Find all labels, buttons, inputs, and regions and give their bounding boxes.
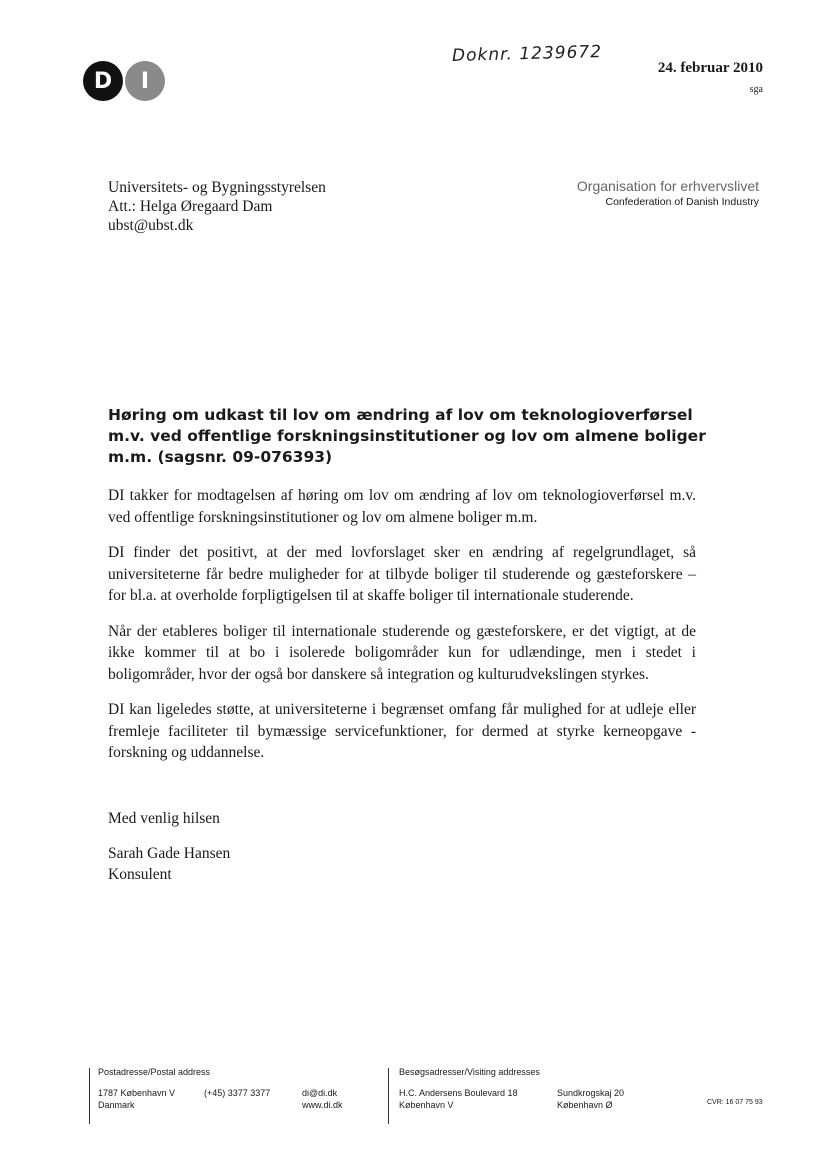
footer-divider (388, 1068, 389, 1124)
signatory-title: Konsulent (108, 866, 172, 883)
signatory-name: Sarah Gade Hansen (108, 845, 231, 862)
footer-phone: (+45) 3377 3377 (204, 1088, 271, 1098)
closing-greeting: Med venlig hilsen (108, 810, 220, 827)
footer-divider (89, 1068, 90, 1124)
footer-postal-line: 1787 København V (98, 1088, 176, 1098)
footer-website: www.di.dk (302, 1100, 343, 1110)
footer-postal-section (98, 1066, 210, 1111)
recipient-line: Att.: Helga Øregaard Dam (108, 198, 273, 215)
letter-date: 24. februar 2010 (657, 60, 763, 76)
logo-letter-d: D (83, 61, 123, 101)
footer-visiting-address-2 (557, 1087, 624, 1111)
footer-visiting-line: København Ø (557, 1100, 613, 1110)
footer-postal-line: Danmark (98, 1100, 135, 1110)
footer-visiting-section (399, 1066, 540, 1111)
footer-postal-header: Postadresse/Postal address (98, 1067, 211, 1077)
letter-subject: Høring om udkast til lov om ændring af lov om teknologioverførsel m.v. ved offentlige forskningsinstitutioner og lov om almene boliger m.m. (sagsnr. 09-076393) (108, 406, 706, 466)
body-paragraph: DI finder det positivt, at der med lovforslaget sker en ændring af regelgrundlaget, så universiteterne får bedre muligheder for at tilbyde boliger til studerende og gæsteforskere – for bl.a. at overholde forpligtigelsen til at skaffe boliger til internationale studerende. (108, 544, 696, 604)
recipient-address (108, 178, 326, 235)
organisation-tagline (577, 178, 759, 208)
di-logo (83, 61, 165, 101)
footer-visiting-line: København V (399, 1100, 454, 1110)
organisation-name-english: Confederation of Danish Industry (605, 196, 759, 208)
footer-visiting-header: Besøgsadresser/Visiting addresses (399, 1067, 540, 1077)
body-paragraph: Når der etableres boliger til internationale studerende og gæsteforskere, er det vigtigt, at de ikke kommer til at bo i isolerede boligområder kun for udlændinge, men i stedet i boligområder, hvor der også bor danskere så integration og kulturudvekslingen styrkes. (108, 622, 696, 683)
footer-visiting-line: H.C. Andersens Boulevard 18 (399, 1088, 518, 1098)
footer-email: di@di.dk (302, 1088, 338, 1098)
recipient-line: Universitets- og Bygningsstyrelsen (108, 179, 326, 196)
letter-closing (108, 808, 230, 885)
organisation-name-danish: Organisation for erhvervslivet (576, 178, 759, 194)
body-paragraph: DI takker for modtagelsen af høring om lov om ændring af lov om teknologioverførsel m.v. ved offentlige forskningsinstitutioner og lov om almene boliger m.m. (108, 487, 696, 526)
footer-visiting-line: Sundkrogskaj 20 (557, 1088, 625, 1098)
recipient-email: ubst@ubst.dk (108, 217, 194, 234)
footer-cvr: CVR: 16 07 75 93 (707, 1099, 763, 1106)
footer-contact (302, 1087, 343, 1111)
handwritten-document-number: Doknr. 1239672 (451, 42, 603, 66)
body-paragraph: DI kan ligeledes støtte, at universiteterne i begrænset omfang får mulighed for at udleje eller fremleje faciliteter til bymæssige servicefunktioner, for dermed at styrke kerneopgave - forskning og uddannelse. (108, 701, 696, 761)
sender-initials: sga (749, 84, 763, 95)
letter-body (108, 485, 696, 778)
logo-letter-i: I (125, 61, 165, 101)
